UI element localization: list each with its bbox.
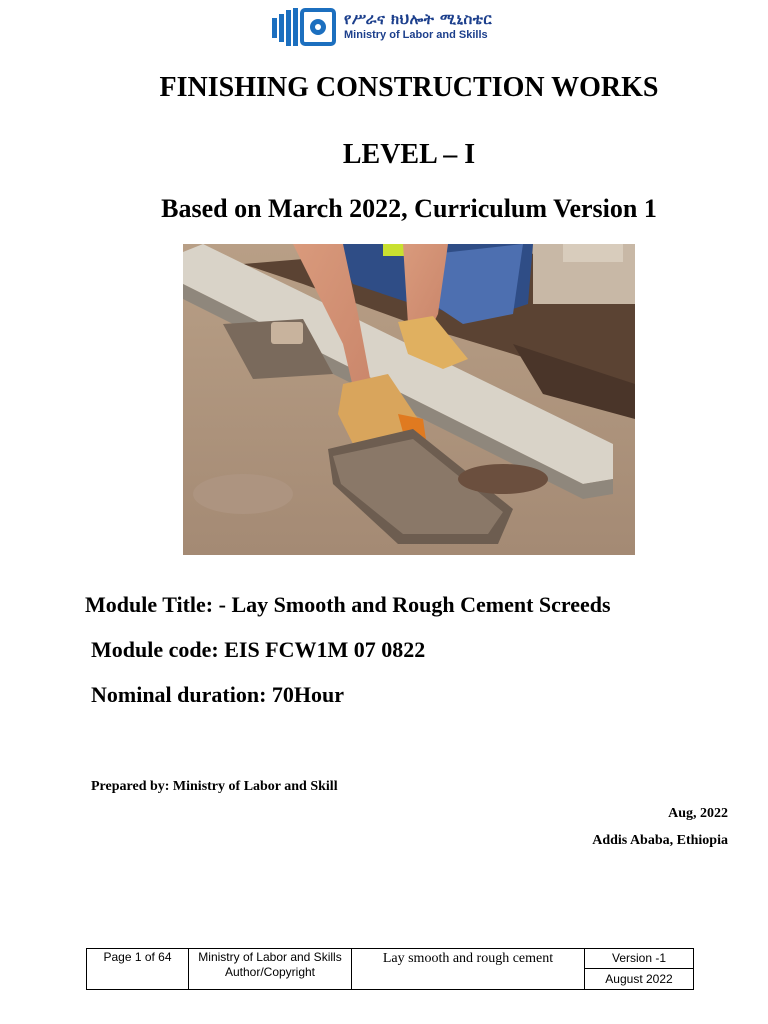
- footer-date: August 2022: [605, 972, 673, 986]
- cement-screed-photo: [183, 244, 635, 555]
- module-code: Module code: EIS FCW1M 07 0822: [91, 637, 426, 662]
- ministry-logo: [272, 8, 544, 48]
- curriculum-heading: Based on March 2022, Curriculum Version 1: [161, 194, 657, 223]
- module-title: Module Title: - Lay Smooth and Rough Cement Screeds: [85, 592, 611, 617]
- footer-author-line2: Author/Copyright: [224, 965, 316, 979]
- ministry-emblem-icon: [272, 8, 336, 46]
- footer-author-line1: Ministry of Labor and Skills: [198, 950, 342, 964]
- footer-page-number: Page 1 of 64: [103, 950, 172, 964]
- logo-english-text: Ministry of Labor and Skills: [344, 29, 488, 41]
- footer-version: Version -1: [585, 949, 693, 969]
- footer-author-cell: [189, 949, 352, 989]
- nominal-duration: Nominal duration: 70Hour: [91, 682, 345, 707]
- prepared-by: Prepared by: Ministry of Labor and Skill: [91, 779, 338, 794]
- publication-place: Addis Ababa, Ethiopia: [592, 833, 728, 848]
- document-title: FINISHING CONSTRUCTION WORKS: [159, 72, 659, 103]
- footer-page-cell: [87, 949, 189, 989]
- footer-module-cell: [352, 949, 585, 989]
- footer-version-cell: [585, 949, 693, 989]
- footer-module-name: Lay smooth and rough cement: [382, 951, 554, 966]
- footer-table: [86, 948, 694, 990]
- level-heading: LEVEL – I: [342, 139, 476, 170]
- publication-date: Aug, 2022: [668, 806, 728, 821]
- logo-amharic-text: የሥራና ክህሎት ሚኒስቴር: [344, 10, 493, 28]
- cover-photo: [183, 244, 635, 555]
